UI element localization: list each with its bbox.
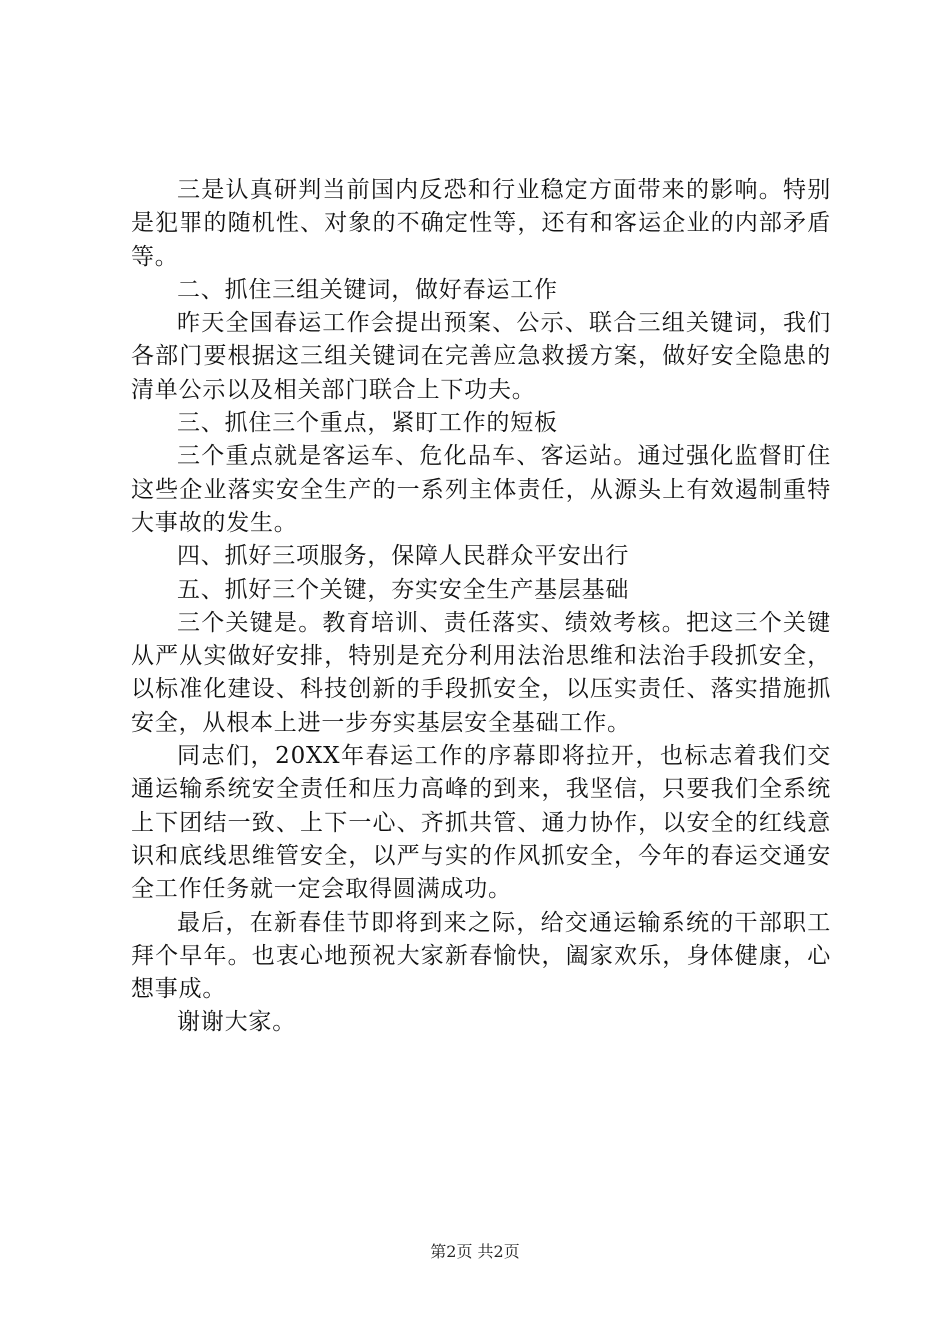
section-heading-services: 四、抓好三项服务，保障人民群众平安出行	[177, 543, 630, 570]
closing-thanks: 谢谢大家。	[177, 1009, 296, 1036]
section-heading-key-points: 三、抓住三个重点，紧盯工作的短板	[177, 410, 558, 437]
document-body	[131, 174, 831, 1040]
paragraph-greetings: 最后，在新春佳节即将到来之际，给交通运输系统的干部职工拜个早年。也衷心地预祝大家新春愉快，阖家欢乐，身体健康，心想事成。	[131, 909, 831, 1003]
section-heading-foundation: 五、抓好三个关键，夯实安全生产基层基础	[177, 576, 630, 603]
paragraph-risk-analysis: 三是认真研判当前国内反恐和行业稳定方面带来的影响。特别是犯罪的随机性、对象的不确定性等，还有和客运企业的内部矛盾等。	[131, 177, 831, 270]
section-heading-keywords: 二、抓住三组关键词，做好春运工作	[177, 276, 558, 303]
paragraph-comrades: 同志们，20XX年春运工作的序幕即将拉开，也标志着我们交通运输系统安全责任和压力高峰的到来，我坚信，只要我们全系统上下团结一致、上下一心、齐抓共管、通力协作，以安全的红线意识和底线思维管安全，以严与实的作风抓安全，今年的春运交通安全工作任务就一定会取得圆满成功。	[131, 743, 831, 903]
page-number-footer: 第2页 共2页	[430, 1242, 520, 1261]
paragraph-keywords: 昨天全国春运工作会提出预案、公示、联合三组关键词，我们各部门要根据这三组关键词在完善应急救援方案，做好安全隐患的清单公示以及相关部门联合上下功夫。	[131, 310, 831, 403]
paragraph-foundation: 三个关键是。教育培训、责任落实、绩效考核。把这三个关键从严从实做好安排，特别是充分利用法治思维和法治手段抓安全，以标准化建设、科技创新的手段抓安全，以压实责任、落实措施抓安全，从根本上进一步夯实基层安全基础工作。	[131, 609, 831, 736]
paragraph-key-points: 三个重点就是客运车、危化品车、客运站。通过强化监督盯住这些企业落实安全生产的一系列主体责任，从源头上有效遏制重特大事故的发生。	[131, 443, 831, 536]
